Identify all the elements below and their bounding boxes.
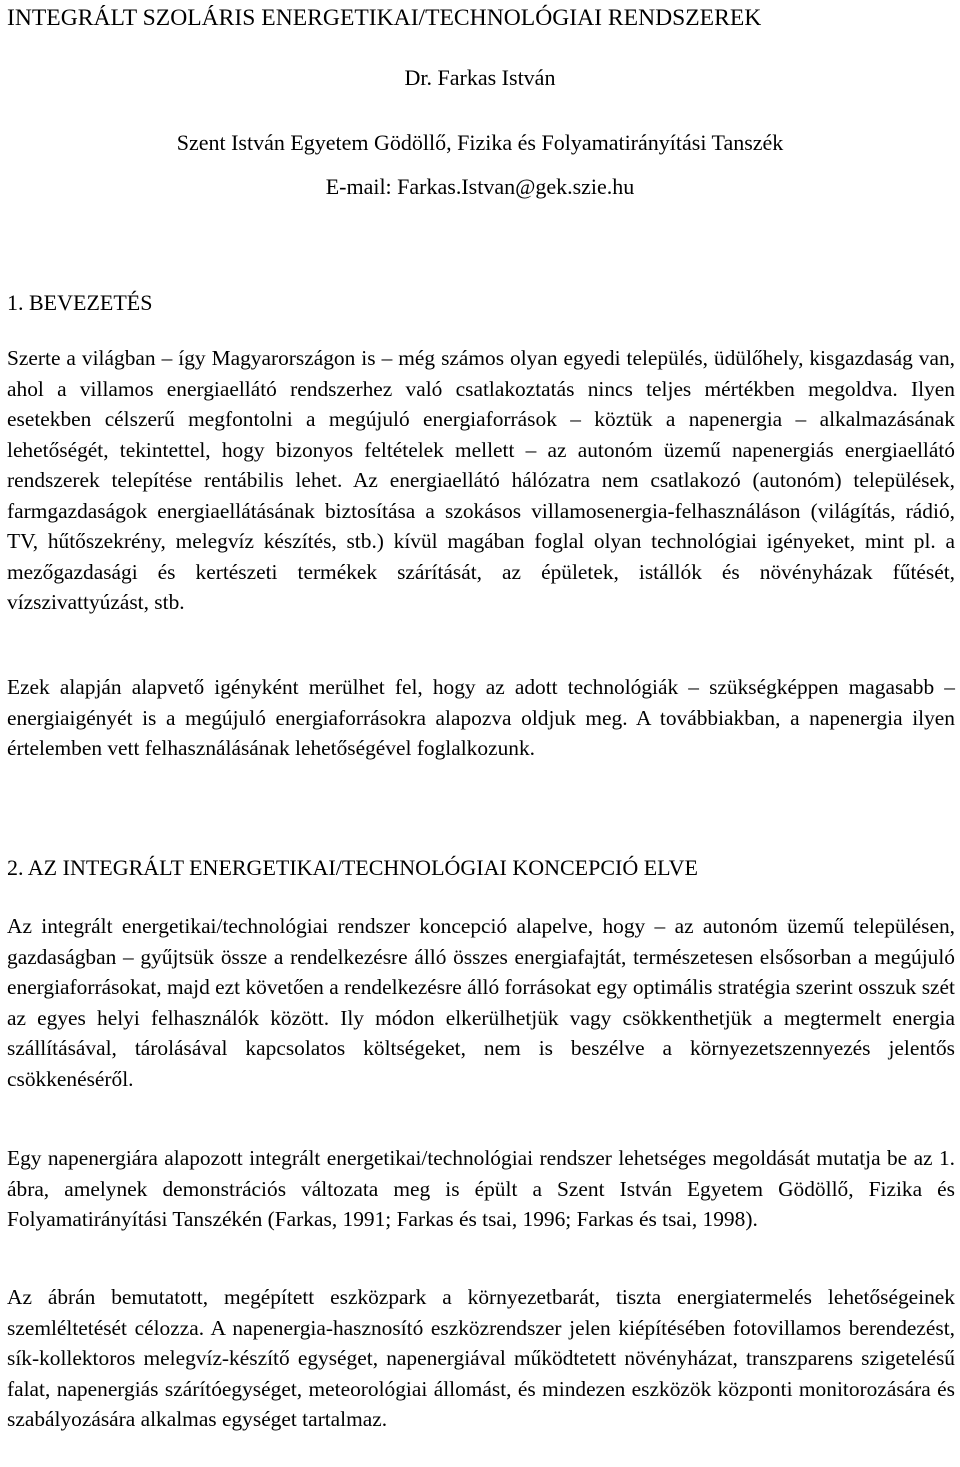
author-name: Dr. Farkas István	[404, 65, 556, 90]
author-email: E-mail: Farkas.Istvan@gek.szie.hu	[325, 174, 635, 199]
paragraph-introduction-2: Ezek alapján alapvető igényként merülhet fel, hogy az adott technológiák – szükségképpen magasabb – energiaigényét is a megújuló energiaforrásokra alapozva oldjuk meg. A továbbiakban, a napenergia ilyen értelemben vett felhasználásának lehetőségével foglalkozunk.	[7, 675, 955, 760]
paragraph-concept-2: Egy napenergiára alapozott integrált energetikai/technológiai rendszer lehetséges megoldását mutatja be az 1. ábra, amelynek demonstrációs változata meg is épült a Szent István Egyetem Gödöllő, Fizika és Folyamatirányítási Tanszékén (Farkas, 1991; Farkas és tsai, 1996; Farkas és tsai, 1998).	[7, 1146, 955, 1231]
section-heading-introduction: 1. BEVEZETÉS	[7, 290, 153, 315]
paragraph-concept-1: Az integrált energetikai/technológiai rendszer koncepció alapelve, hogy – az autonóm üzemű településen, gazdaságban – gyűjtsük össze a rendelkezésre álló összes energiafajtát, természetesen elsősorban a megújuló energiaforrásokat, majd ezt követően a rendelkezésre álló forrásokat egy optimális stratégia szerint osszuk szét az egyes helyi felhasználók között. Ily módon elkerülhetjük vagy csökkenthetjük a megtermelt energia szállításával, tárolásával kapcsolatos költségeket, nem is beszélve a környezetszennyezés jelentős csökkenéséről.	[7, 914, 955, 1091]
document-title: INTEGRÁLT SZOLÁRIS ENERGETIKAI/TECHNOLÓGIAI RENDSZEREK	[7, 5, 762, 31]
section-heading-concept: 2. AZ INTEGRÁLT ENERGETIKAI/TECHNOLÓGIAI KONCEPCIÓ ELVE	[7, 855, 698, 880]
paragraph-introduction-1: Szerte a világban – így Magyarországon is – még számos olyan egyedi település, üdülőhely, kisgazdaság van, ahol a villamos energiaellátó rendszerhez való csatlakoztatás nincs teljes mértékben megoldva. Ilyen esetekben célszerű megfontolni a megújuló energiaforrások – köztük a napenergia – alkalmazásának lehetőségét, tekintettel, hogy bizonyos feltételek mellett – az autonóm üzemű napenergiás energiaellátó rendszerek telepítése rentábilis lehet. Az energiaellátó hálózatra nem csatlakozó (autonóm) települések, farmgazdaságok energiaellátásának biztosítása a szokásos villamosenergia-felhasználáson (világítás, rádió, TV, hűtőszekrény, melegvíz készítés, stb.) kívül magában foglal olyan technológiai igényeket, mint pl. a mezőgazdasági és kertészeti termékek szárítását, az épületek, istállók és növényházak fűtését, vízszivattyúzást, stb.	[7, 346, 955, 614]
author-affiliation: Szent István Egyetem Gödöllő, Fizika és Folyamatirányítási Tanszék	[176, 130, 784, 155]
paragraph-concept-3: Az ábrán bemutatott, megépített eszközpark a környezetbarát, tiszta energiatermelés lehetőségeinek szemléltetését célozza. A napenergia-hasznosító eszközrendszer jelen kiépítésében fotovillamos berendezést, sík-kollektoros melegvíz-készítő egységet, napenergiával működtetett növényházat, transzparens szigetelésű falat, napenergiás szárítóegységet, meteorológiai állomást, és mindezen eszközök központi monitorozására és szabályozására alkalmas egységet tartalmaz.	[7, 1285, 955, 1431]
